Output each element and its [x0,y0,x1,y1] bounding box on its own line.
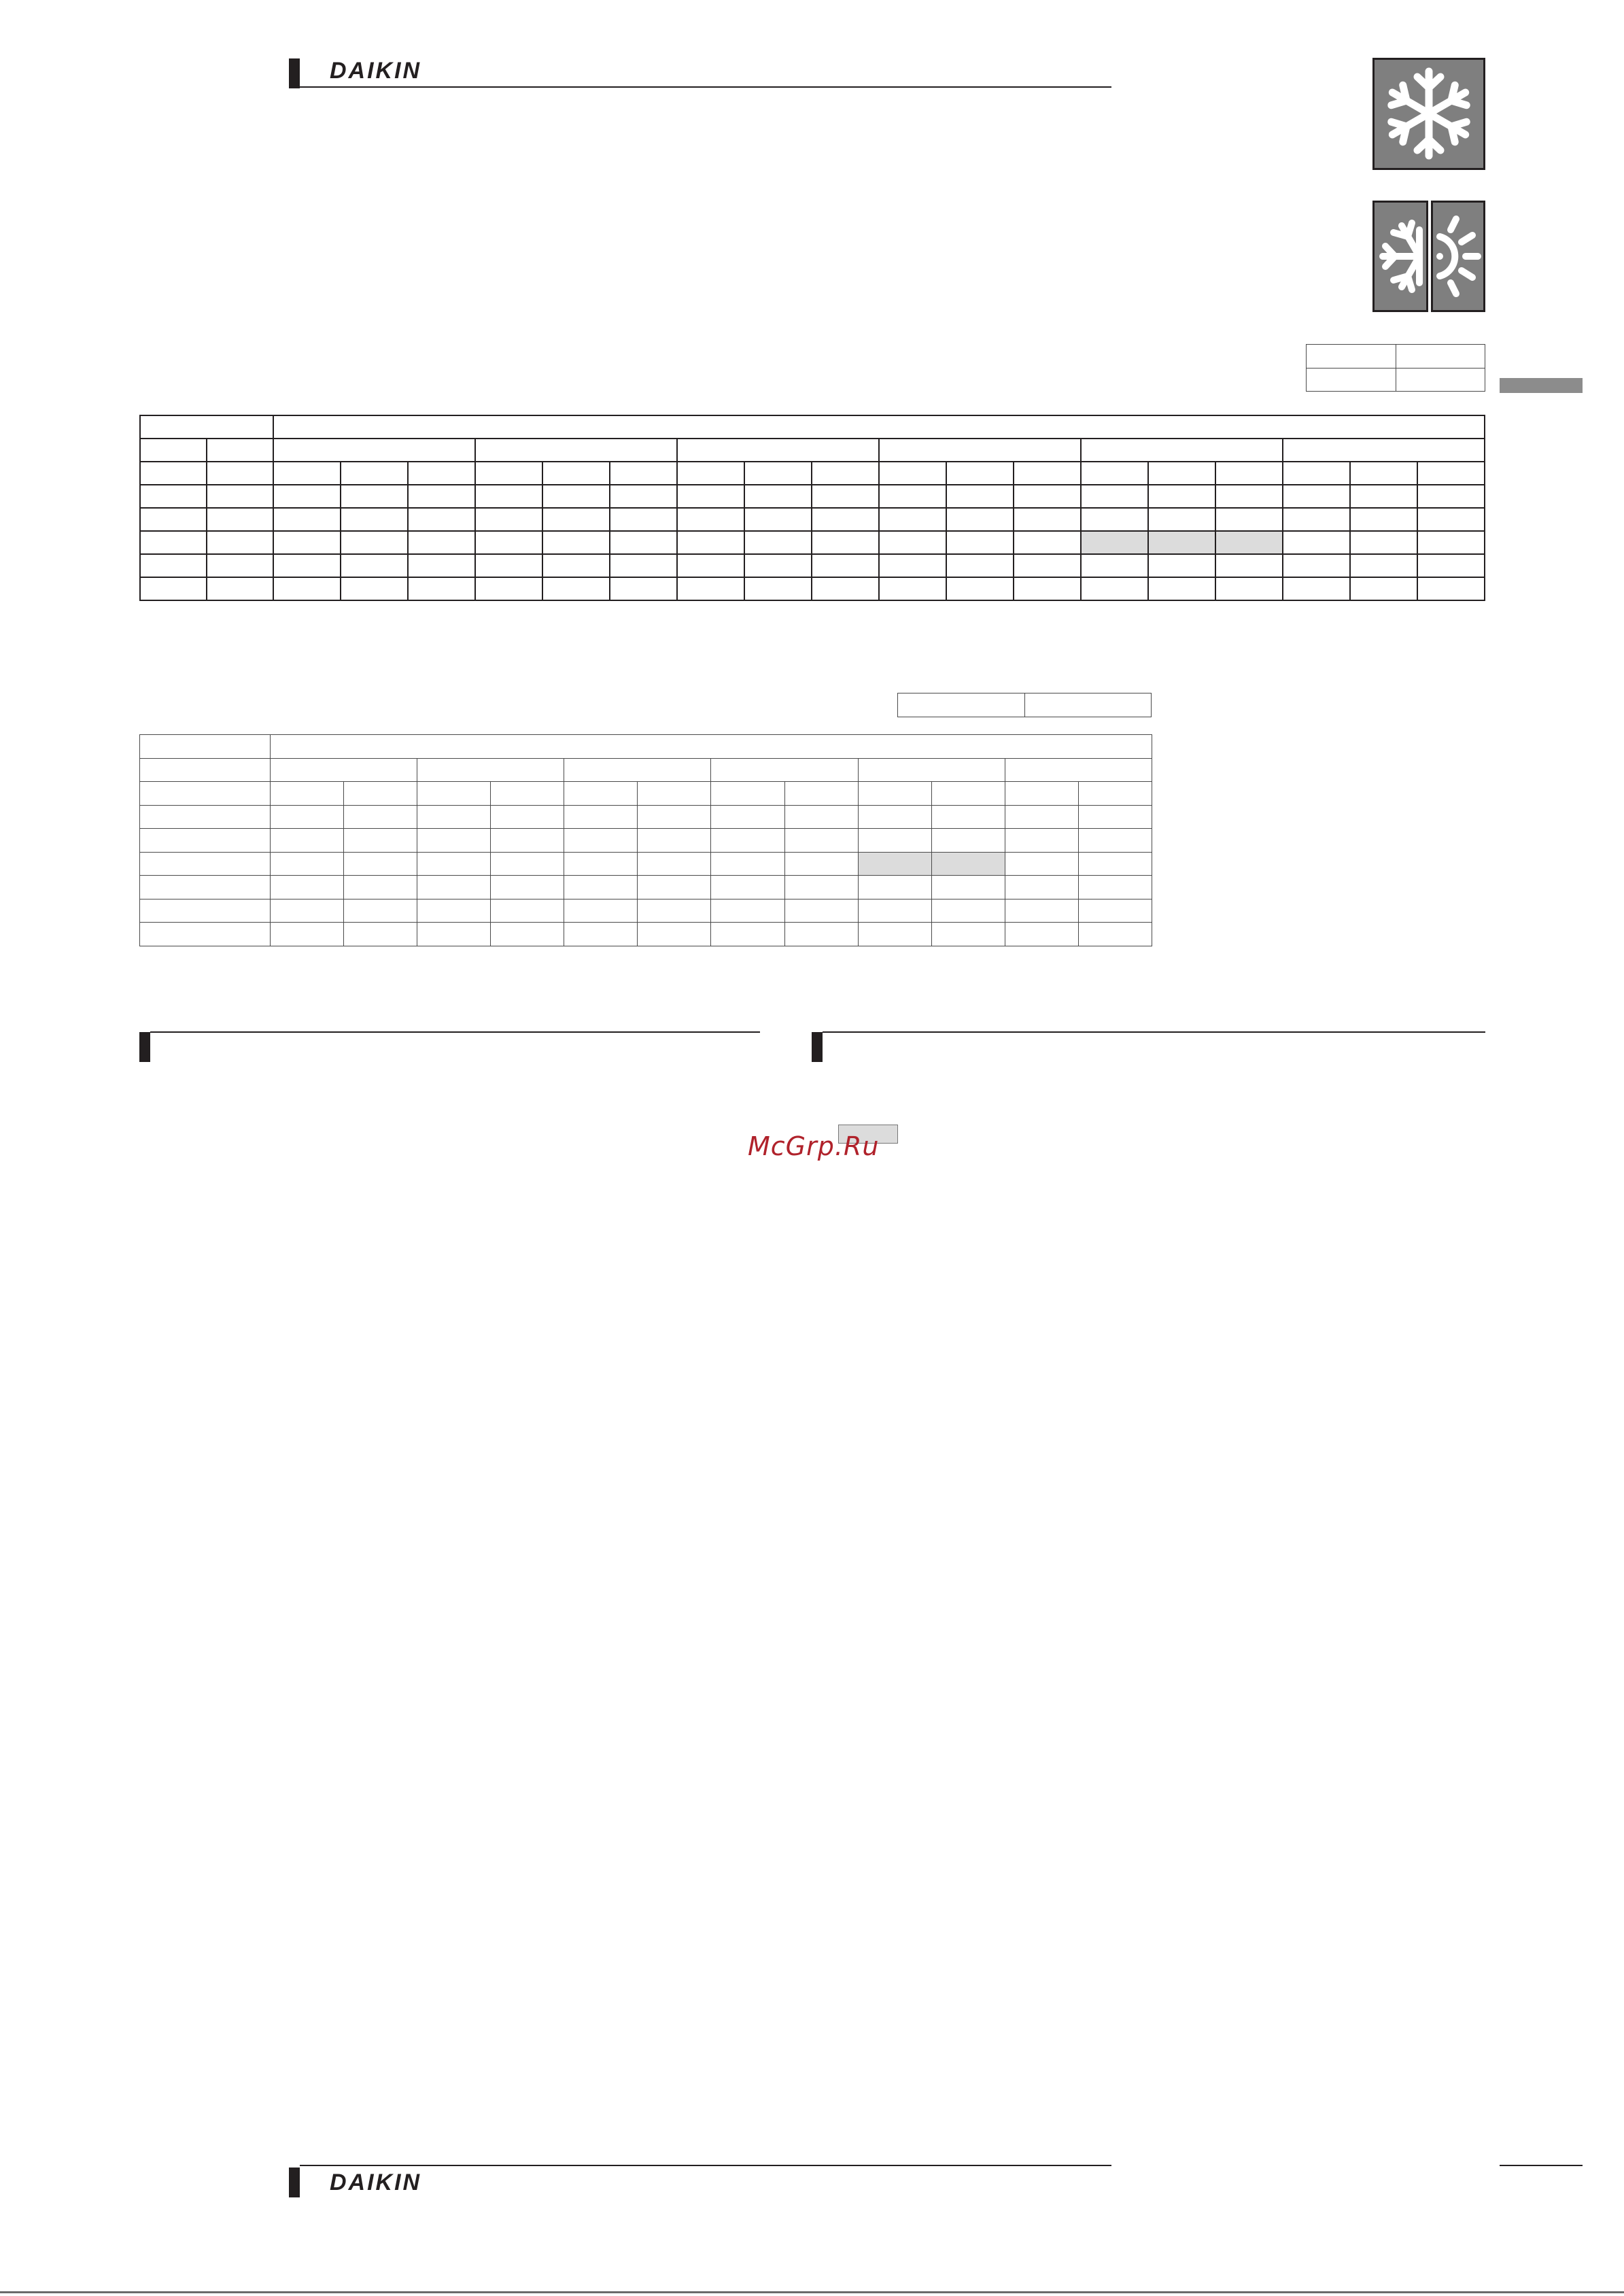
table-cell [1215,577,1283,600]
table-cell [858,876,931,899]
table-cell [417,852,491,876]
table-cell [858,899,931,923]
table-cell [812,577,879,600]
table-cell [417,805,491,829]
table-cell [408,485,475,508]
table-cell [271,805,344,829]
table-row [140,829,1152,853]
table-cell [475,508,542,531]
table-cell [1350,554,1417,577]
table-cell [1005,829,1078,853]
table-cell [140,805,271,829]
table-cell [1014,485,1081,508]
header-cell [140,415,273,439]
header-cell [207,439,273,462]
table-row [140,462,1485,485]
table-cell [140,508,207,531]
table-cell [1078,899,1152,923]
capacity-table-2 [139,734,1152,946]
table-cell [812,554,879,577]
footer-bar-marker [289,2168,300,2197]
table-cell [341,485,408,508]
table-cell [408,531,475,554]
table-cell [408,577,475,600]
table-cell [491,829,564,853]
header-cell [564,758,711,782]
table-cell [564,805,638,829]
table-cell [491,876,564,899]
watermark-text[interactable]: McGrp.Ru [748,1131,880,1161]
header-cell [140,735,271,759]
table-cell [610,577,677,600]
table-cell [341,554,408,577]
capacity-table-1 [139,415,1485,601]
table-cell [417,876,491,899]
table-cell [946,531,1014,554]
header-cell [1005,758,1152,782]
table-cell [1215,485,1283,508]
header-cell [1283,439,1485,462]
table-cell [271,876,344,899]
table-cell [271,852,344,876]
table-cell [341,531,408,554]
table-cell [1283,485,1350,508]
table-cell [273,485,341,508]
table-cell [344,899,417,923]
table-cell [1350,508,1417,531]
table-cell [273,508,341,531]
table-cell [784,782,858,806]
table-cell [677,508,744,531]
section-right-marker [812,1032,823,1062]
table-cell [1417,577,1485,600]
table-cell [207,485,273,508]
table-cell [1215,531,1283,554]
table-cell [784,876,858,899]
table-cell [475,462,542,485]
table-cell [1148,462,1215,485]
table-cell [744,485,812,508]
table-cell [140,923,271,946]
table-row [140,899,1152,923]
table-cell [858,852,931,876]
table-cell [931,899,1005,923]
half-sun-icon [1433,203,1483,310]
table-cell [711,829,784,853]
table-cell [1081,554,1148,577]
table-cell [344,805,417,829]
table-cell [946,485,1014,508]
header-cell [271,735,1152,759]
table-cell [1417,554,1485,577]
table-cell [1283,554,1350,577]
table-cell [1350,462,1417,485]
table-cell [1014,462,1081,485]
table-cell [677,462,744,485]
table-cell [1081,508,1148,531]
header-cell [475,439,677,462]
footer-page-rule [1500,2165,1583,2166]
table-cell [931,829,1005,853]
table-cell [1078,876,1152,899]
table-cell [140,531,207,554]
table-cell [564,899,638,923]
table-cell [417,829,491,853]
table-cell [1014,531,1081,554]
section-right-rule [823,1031,1485,1033]
section-left-rule [150,1031,760,1033]
table-cell [784,899,858,923]
table-cell [273,577,341,600]
header-cell [273,439,475,462]
table-cell [1081,462,1148,485]
table-cell [812,531,879,554]
table-cell [711,805,784,829]
header-rule [300,86,1111,88]
table-cell [677,531,744,554]
table-row [140,554,1485,577]
table2-legend-box [897,693,1152,717]
table-cell [858,782,931,806]
table-cell [207,577,273,600]
table-cell [946,554,1014,577]
table-cell [207,508,273,531]
table-cell [408,508,475,531]
table-cell [408,554,475,577]
table-cell [744,531,812,554]
table-cell [1215,554,1283,577]
table-cell [610,554,677,577]
header-cell [140,439,207,462]
table-cell [946,508,1014,531]
table-cell [1005,782,1078,806]
table-row [140,876,1152,899]
table-cell [341,462,408,485]
header-cell [140,758,271,782]
table-cell [1081,577,1148,600]
table-cell [417,899,491,923]
table-cell [946,462,1014,485]
table-cell [417,923,491,946]
table-row [140,485,1485,508]
table-cell [491,805,564,829]
table-cell [946,577,1014,600]
header-cell [1081,439,1283,462]
table-cell [638,805,711,829]
table-cell [1078,829,1152,853]
table-cell [273,531,341,554]
table-cell [475,531,542,554]
header-cell [711,758,858,782]
table-cell [638,876,711,899]
table-cell [344,829,417,853]
header-brand-logo: DAIKIN [330,58,422,84]
table-row [140,415,1485,439]
table-cell [784,923,858,946]
table-cell [1148,531,1215,554]
table-cell [1215,462,1283,485]
table-cell [1005,876,1078,899]
table-cell [1005,923,1078,946]
table-cell [784,852,858,876]
table-cell [931,876,1005,899]
table-cell [542,508,610,531]
table-cell [140,899,271,923]
table-cell [677,485,744,508]
table-cell [858,829,931,853]
table-cell [1417,531,1485,554]
table-cell [1078,805,1152,829]
table-cell [1283,577,1350,600]
table-cell [140,782,271,806]
table-cell [140,829,271,853]
table-cell [542,577,610,600]
table-cell [475,577,542,600]
table-cell [1005,852,1078,876]
table-cell [711,852,784,876]
table-cell [638,923,711,946]
table-cell [271,829,344,853]
table-cell [879,462,946,485]
header-cell [858,758,1005,782]
table-cell [273,554,341,577]
table-cell [812,462,879,485]
table-cell [271,923,344,946]
cooling-mode-icon [1372,58,1485,170]
table-cell [879,531,946,554]
table-cell [341,577,408,600]
table-cell [711,899,784,923]
half-snowflake-icon [1375,203,1426,310]
table-cell [344,782,417,806]
table-cell [638,829,711,853]
table-cell [564,852,638,876]
table-cell [140,876,271,899]
table-cell [879,577,946,600]
table-cell [931,782,1005,806]
table-cell [610,462,677,485]
table-cell [1283,462,1350,485]
table-row [140,852,1152,876]
table-row [140,531,1485,554]
table-cell [207,531,273,554]
section-left-marker [139,1032,150,1062]
table-cell [638,899,711,923]
table-cell [564,923,638,946]
table-cell [1283,531,1350,554]
table-cell [1350,531,1417,554]
table-row [140,923,1152,946]
table-cell [564,829,638,853]
table-cell [858,923,931,946]
table-cell [744,577,812,600]
header-cell [879,439,1081,462]
table-cell [344,923,417,946]
header-cell [273,415,1485,439]
table-cell [542,554,610,577]
table-cell [931,852,1005,876]
table-cell [273,462,341,485]
table-cell [491,923,564,946]
table-cell [271,899,344,923]
table-cell [140,554,207,577]
page-bottom-edge [0,2291,1624,2293]
header-cell [677,439,879,462]
table-row [140,735,1152,759]
table-row [140,782,1152,806]
table-cell [711,876,784,899]
heat-pump-mode-icon-right [1431,201,1485,312]
table-cell [677,554,744,577]
table-cell [1014,554,1081,577]
table-cell [1078,852,1152,876]
table-cell [475,554,542,577]
header-bar-marker [289,58,300,88]
section-side-tab [1500,378,1583,393]
table-cell [638,782,711,806]
table-cell [931,923,1005,946]
table-cell [564,782,638,806]
table-cell [491,852,564,876]
table-cell [610,485,677,508]
table-cell [711,923,784,946]
table-cell [1148,554,1215,577]
table-cell [879,554,946,577]
table-cell [344,852,417,876]
table-cell [1215,508,1283,531]
table-cell [1417,462,1485,485]
table-cell [341,508,408,531]
table-cell [744,462,812,485]
table-cell [140,462,207,485]
header-cell [271,758,417,782]
table-cell [207,462,273,485]
table-cell [1081,531,1148,554]
table-cell [1283,508,1350,531]
table-cell [271,782,344,806]
table-cell [1350,485,1417,508]
table-cell [1014,577,1081,600]
table1-legend-box [1306,344,1485,392]
table-cell [1078,782,1152,806]
table-cell [1350,577,1417,600]
table-cell [344,876,417,899]
table-cell [1417,485,1485,508]
table-row [140,508,1485,531]
table-cell [677,577,744,600]
heat-pump-mode-icon-left [1372,201,1428,312]
table-cell [1417,508,1485,531]
table-cell [784,829,858,853]
table-cell [1148,485,1215,508]
table-cell [417,782,491,806]
table-cell [1081,485,1148,508]
table-cell [408,462,475,485]
table-cell [1148,508,1215,531]
table-cell [140,485,207,508]
table-cell [711,782,784,806]
table-cell [638,852,711,876]
table-row [140,805,1152,829]
table-cell [812,508,879,531]
table-cell [1078,923,1152,946]
table-cell [1005,899,1078,923]
footer-brand-logo: DAIKIN [330,2170,422,2195]
table-cell [784,805,858,829]
table-cell [812,485,879,508]
table-cell [879,508,946,531]
table-cell [475,485,542,508]
table-cell [207,554,273,577]
table-cell [931,805,1005,829]
table-cell [610,508,677,531]
table-cell [542,485,610,508]
table-cell [542,531,610,554]
table-cell [858,805,931,829]
table-cell [491,899,564,923]
header-cell [417,758,564,782]
footer-rule [300,2165,1111,2166]
table-cell [610,531,677,554]
table-cell [491,782,564,806]
table-cell [1005,805,1078,829]
table-row [140,758,1152,782]
table-cell [1148,577,1215,600]
table-row [140,439,1485,462]
table-cell [744,508,812,531]
table-row [140,577,1485,600]
table-cell [140,852,271,876]
snowflake-icon [1375,60,1483,168]
table-cell [140,577,207,600]
table-cell [542,462,610,485]
table-cell [1014,508,1081,531]
table-cell [564,876,638,899]
table-cell [744,554,812,577]
table-cell [879,485,946,508]
